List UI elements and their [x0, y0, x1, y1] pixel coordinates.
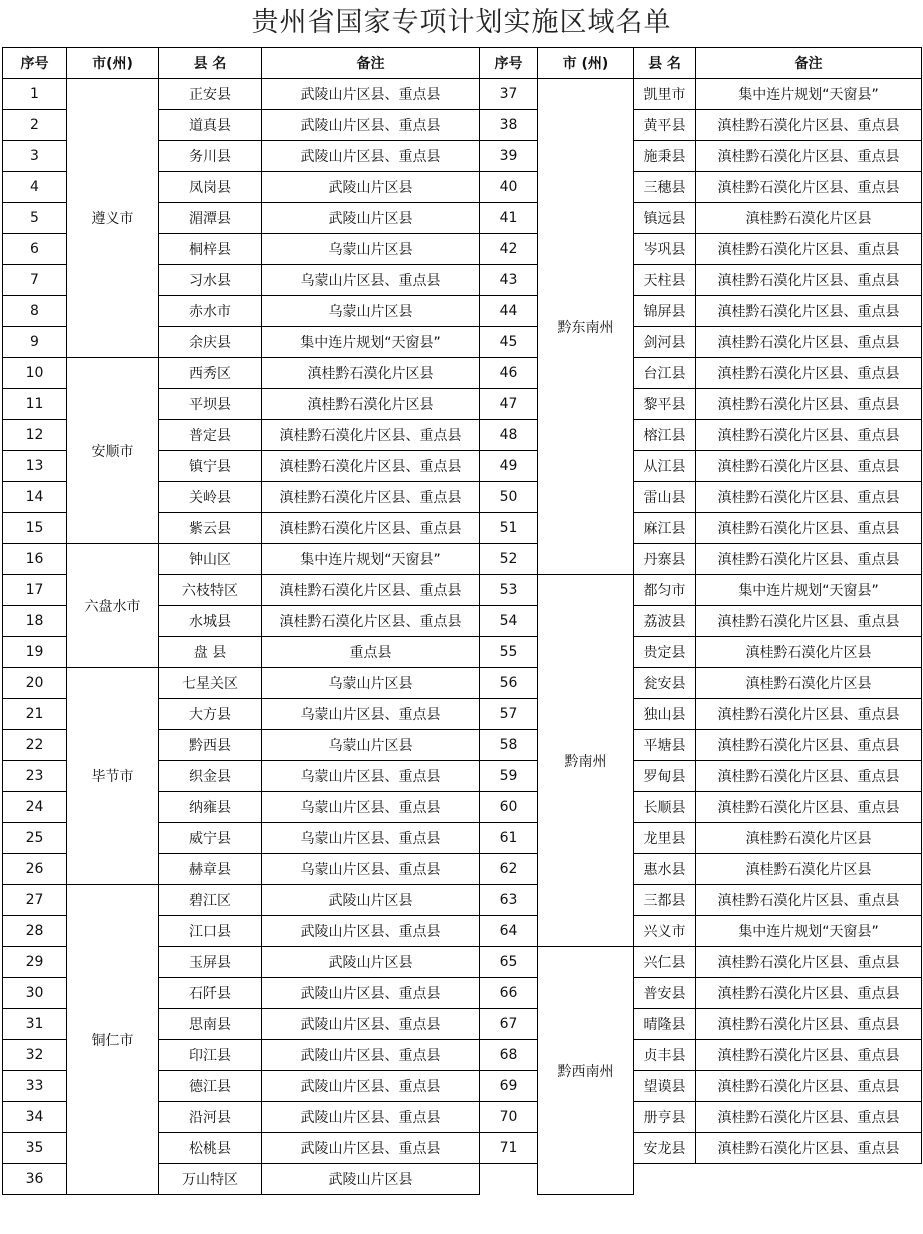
county-note: 滇桂黔石漠化片区县、重点县	[696, 1102, 922, 1133]
row-number: 27	[3, 885, 67, 916]
county-note: 滇桂黔石漠化片区县、重点县	[696, 265, 922, 296]
city-cell: 铜仁市	[67, 885, 159, 1195]
row-number: 36	[3, 1164, 67, 1195]
county-name: 丹寨县	[634, 544, 696, 575]
county-note: 武陵山片区县、重点县	[262, 79, 480, 110]
row-number: 16	[3, 544, 67, 575]
row-number: 39	[480, 141, 538, 172]
row-number: 59	[480, 761, 538, 792]
city-cell: 安顺市	[67, 358, 159, 544]
county-note: 集中连片规划“天窗县”	[262, 327, 480, 358]
county-note: 滇桂黔石漠化片区县	[696, 637, 922, 668]
county-name: 雷山县	[634, 482, 696, 513]
county-name: 台江县	[634, 358, 696, 389]
county-name: 镇远县	[634, 203, 696, 234]
county-note: 集中连片规划“天窗县”	[696, 916, 922, 947]
row-number: 28	[3, 916, 67, 947]
row-number: 54	[480, 606, 538, 637]
county-name: 钟山区	[159, 544, 262, 575]
row-number: 6	[3, 234, 67, 265]
header-county-right: 县 名	[634, 48, 696, 79]
row-number: 32	[3, 1040, 67, 1071]
row-number: 2	[3, 110, 67, 141]
county-note: 滇桂黔石漠化片区县、重点县	[696, 389, 922, 420]
city-cell: 黔西南州	[538, 947, 634, 1195]
row-number: 68	[480, 1040, 538, 1071]
row-number: 60	[480, 792, 538, 823]
county-name: 松桃县	[159, 1133, 262, 1164]
county-name: 荔波县	[634, 606, 696, 637]
row-number: 5	[3, 203, 67, 234]
county-note: 武陵山片区县	[262, 947, 480, 978]
county-note: 集中连片规划“天窗县”	[262, 544, 480, 575]
county-name: 从江县	[634, 451, 696, 482]
county-name: 镇宁县	[159, 451, 262, 482]
row-number: 66	[480, 978, 538, 1009]
county-name: 黔西县	[159, 730, 262, 761]
county-note: 滇桂黔石漠化片区县	[696, 668, 922, 699]
county-name: 玉屏县	[159, 947, 262, 978]
county-name: 江口县	[159, 916, 262, 947]
row-number: 3	[3, 141, 67, 172]
county-note: 武陵山片区县	[262, 172, 480, 203]
city-cell: 六盘水市	[67, 544, 159, 668]
county-note: 武陵山片区县	[262, 203, 480, 234]
county-note: 滇桂黔石漠化片区县、重点县	[696, 544, 922, 575]
county-note: 滇桂黔石漠化片区县、重点县	[262, 606, 480, 637]
county-note: 滇桂黔石漠化片区县、重点县	[696, 172, 922, 203]
county-note: 武陵山片区县、重点县	[262, 1040, 480, 1071]
county-note: 乌蒙山片区县、重点县	[262, 699, 480, 730]
county-note: 重点县	[262, 637, 480, 668]
county-name: 都匀市	[634, 575, 696, 606]
county-name: 独山县	[634, 699, 696, 730]
row-number: 10	[3, 358, 67, 389]
county-name: 盘 县	[159, 637, 262, 668]
row-number: 7	[3, 265, 67, 296]
row-number: 62	[480, 854, 538, 885]
row-number: 53	[480, 575, 538, 606]
county-name: 万山特区	[159, 1164, 262, 1195]
city-cell: 黔东南州	[538, 79, 634, 575]
row-number: 37	[480, 79, 538, 110]
county-name: 湄潭县	[159, 203, 262, 234]
row-number: 41	[480, 203, 538, 234]
county-name: 道真县	[159, 110, 262, 141]
county-note: 滇桂黔石漠化片区县、重点县	[262, 482, 480, 513]
county-name: 大方县	[159, 699, 262, 730]
county-name: 务川县	[159, 141, 262, 172]
county-note: 滇桂黔石漠化片区县、重点县	[696, 885, 922, 916]
county-name: 瓮安县	[634, 668, 696, 699]
row-number: 52	[480, 544, 538, 575]
county-note: 滇桂黔石漠化片区县、重点县	[696, 947, 922, 978]
county-note: 滇桂黔石漠化片区县、重点县	[696, 792, 922, 823]
county-note: 滇桂黔石漠化片区县、重点县	[696, 761, 922, 792]
row-number: 21	[3, 699, 67, 730]
county-name: 普安县	[634, 978, 696, 1009]
county-note: 乌蒙山片区县	[262, 668, 480, 699]
county-name: 七星关区	[159, 668, 262, 699]
county-name: 龙里县	[634, 823, 696, 854]
county-note: 武陵山片区县、重点县	[262, 1071, 480, 1102]
county-name: 六枝特区	[159, 575, 262, 606]
county-name: 兴仁县	[634, 947, 696, 978]
county-name: 赤水市	[159, 296, 262, 327]
row-number: 38	[480, 110, 538, 141]
row-number: 46	[480, 358, 538, 389]
county-note: 滇桂黔石漠化片区县、重点县	[696, 513, 922, 544]
county-note: 乌蒙山片区县、重点县	[262, 823, 480, 854]
county-name: 岑巩县	[634, 234, 696, 265]
county-name: 德江县	[159, 1071, 262, 1102]
row-number: 61	[480, 823, 538, 854]
row-number: 48	[480, 420, 538, 451]
county-note: 滇桂黔石漠化片区县、重点县	[696, 730, 922, 761]
county-note: 滇桂黔石漠化片区县、重点县	[696, 606, 922, 637]
county-note: 集中连片规划“天窗县”	[696, 79, 922, 110]
row-number: 67	[480, 1009, 538, 1040]
row-number: 51	[480, 513, 538, 544]
county-note: 武陵山片区县、重点县	[262, 1133, 480, 1164]
county-note: 武陵山片区县、重点县	[262, 978, 480, 1009]
county-note: 滇桂黔石漠化片区县、重点县	[696, 234, 922, 265]
header-county: 县 名	[159, 48, 262, 79]
county-name: 晴隆县	[634, 1009, 696, 1040]
row-number: 34	[3, 1102, 67, 1133]
row-number: 44	[480, 296, 538, 327]
county-name: 剑河县	[634, 327, 696, 358]
header-city-right: 市 (州)	[538, 48, 634, 79]
table-row	[3, 668, 922, 699]
county-note: 乌蒙山片区县、重点县	[262, 792, 480, 823]
row-number: 31	[3, 1009, 67, 1040]
county-name: 长顺县	[634, 792, 696, 823]
row-number: 20	[3, 668, 67, 699]
row-number: 35	[3, 1133, 67, 1164]
county-name: 榕江县	[634, 420, 696, 451]
county-note: 滇桂黔石漠化片区县	[696, 854, 922, 885]
header-note-right: 备注	[696, 48, 922, 79]
table-row	[3, 79, 922, 110]
county-name: 惠水县	[634, 854, 696, 885]
row-number: 47	[480, 389, 538, 420]
county-name: 习水县	[159, 265, 262, 296]
county-name: 黎平县	[634, 389, 696, 420]
row-number: 4	[3, 172, 67, 203]
row-number: 56	[480, 668, 538, 699]
county-note: 滇桂黔石漠化片区县、重点县	[262, 420, 480, 451]
row-number: 42	[480, 234, 538, 265]
header-row	[3, 48, 922, 79]
county-note: 滇桂黔石漠化片区县、重点县	[696, 358, 922, 389]
county-name: 三穗县	[634, 172, 696, 203]
county-note: 武陵山片区县、重点县	[262, 110, 480, 141]
row-number: 14	[3, 482, 67, 513]
county-name: 天柱县	[634, 265, 696, 296]
county-note: 滇桂黔石漠化片区县、重点县	[696, 1071, 922, 1102]
row-number: 49	[480, 451, 538, 482]
county-note: 滇桂黔石漠化片区县、重点县	[696, 699, 922, 730]
county-note: 滇桂黔石漠化片区县、重点县	[696, 327, 922, 358]
county-name: 碧江区	[159, 885, 262, 916]
county-name: 威宁县	[159, 823, 262, 854]
county-name: 思南县	[159, 1009, 262, 1040]
row-number: 13	[3, 451, 67, 482]
county-note: 集中连片规划“天窗县”	[696, 575, 922, 606]
county-note: 滇桂黔石漠化片区县	[696, 203, 922, 234]
county-note: 滇桂黔石漠化片区县、重点县	[696, 110, 922, 141]
row-number: 40	[480, 172, 538, 203]
row-number: 45	[480, 327, 538, 358]
county-note: 滇桂黔石漠化片区县、重点县	[696, 1009, 922, 1040]
county-name: 纳雍县	[159, 792, 262, 823]
county-name: 黄平县	[634, 110, 696, 141]
row-number: 8	[3, 296, 67, 327]
county-name: 石阡县	[159, 978, 262, 1009]
table-row	[3, 544, 922, 575]
row-number: 19	[3, 637, 67, 668]
county-note: 武陵山片区县	[262, 1164, 480, 1195]
empty-cell	[480, 1164, 922, 1195]
county-name: 册亨县	[634, 1102, 696, 1133]
county-name: 桐梓县	[159, 234, 262, 265]
county-name: 麻江县	[634, 513, 696, 544]
county-note: 乌蒙山片区县	[262, 234, 480, 265]
county-name: 织金县	[159, 761, 262, 792]
row-number: 70	[480, 1102, 538, 1133]
county-name: 平坝县	[159, 389, 262, 420]
header-no: 序号	[3, 48, 67, 79]
county-note: 乌蒙山片区县、重点县	[262, 854, 480, 885]
table-row	[3, 885, 922, 916]
county-note: 乌蒙山片区县	[262, 730, 480, 761]
header-note: 备注	[262, 48, 480, 79]
county-name: 正安县	[159, 79, 262, 110]
page-title: 贵州省国家专项计划实施区域名单	[251, 7, 672, 38]
county-name: 印江县	[159, 1040, 262, 1071]
row-number: 71	[480, 1133, 538, 1164]
county-note: 武陵山片区县、重点县	[262, 1009, 480, 1040]
county-name: 三都县	[634, 885, 696, 916]
county-name: 罗甸县	[634, 761, 696, 792]
county-name: 赫章县	[159, 854, 262, 885]
header-city: 市(州)	[67, 48, 159, 79]
county-name: 施秉县	[634, 141, 696, 172]
county-name: 贞丰县	[634, 1040, 696, 1071]
row-number: 55	[480, 637, 538, 668]
row-number: 22	[3, 730, 67, 761]
county-name: 凤岗县	[159, 172, 262, 203]
county-name: 贵定县	[634, 637, 696, 668]
row-number: 15	[3, 513, 67, 544]
county-note: 滇桂黔石漠化片区县、重点县	[696, 482, 922, 513]
county-name: 望谟县	[634, 1071, 696, 1102]
county-note: 武陵山片区县	[262, 885, 480, 916]
county-note: 滇桂黔石漠化片区县、重点县	[262, 513, 480, 544]
county-note: 滇桂黔石漠化片区县、重点县	[696, 978, 922, 1009]
county-note: 滇桂黔石漠化片区县、重点县	[696, 451, 922, 482]
county-note: 滇桂黔石漠化片区县	[696, 823, 922, 854]
row-number: 64	[480, 916, 538, 947]
table-row	[3, 358, 922, 389]
county-name: 普定县	[159, 420, 262, 451]
table-body	[3, 79, 922, 1195]
county-name: 安龙县	[634, 1133, 696, 1164]
county-note: 滇桂黔石漠化片区县、重点县	[262, 451, 480, 482]
row-number: 25	[3, 823, 67, 854]
county-note: 滇桂黔石漠化片区县	[262, 389, 480, 420]
row-number: 9	[3, 327, 67, 358]
region-table	[2, 47, 922, 1195]
row-number: 1	[3, 79, 67, 110]
county-name: 紫云县	[159, 513, 262, 544]
county-note: 乌蒙山片区县	[262, 296, 480, 327]
row-number: 30	[3, 978, 67, 1009]
county-note: 滇桂黔石漠化片区县、重点县	[262, 575, 480, 606]
county-note: 滇桂黔石漠化片区县	[262, 358, 480, 389]
county-name: 沿河县	[159, 1102, 262, 1133]
city-cell: 遵义市	[67, 79, 159, 358]
county-name: 凯里市	[634, 79, 696, 110]
county-name: 兴义市	[634, 916, 696, 947]
county-note: 乌蒙山片区县、重点县	[262, 265, 480, 296]
county-name: 关岭县	[159, 482, 262, 513]
county-note: 武陵山片区县、重点县	[262, 141, 480, 172]
row-number: 63	[480, 885, 538, 916]
county-note: 滇桂黔石漠化片区县、重点县	[696, 420, 922, 451]
county-name: 西秀区	[159, 358, 262, 389]
row-number: 23	[3, 761, 67, 792]
row-number: 50	[480, 482, 538, 513]
city-cell: 黔南州	[538, 575, 634, 947]
row-number: 65	[480, 947, 538, 978]
county-note: 滇桂黔石漠化片区县、重点县	[696, 1133, 922, 1164]
row-number: 18	[3, 606, 67, 637]
row-number: 58	[480, 730, 538, 761]
row-number: 17	[3, 575, 67, 606]
county-note: 滇桂黔石漠化片区县、重点县	[696, 1040, 922, 1071]
county-name: 余庆县	[159, 327, 262, 358]
county-note: 乌蒙山片区县、重点县	[262, 761, 480, 792]
county-note: 武陵山片区县、重点县	[262, 916, 480, 947]
county-name: 平塘县	[634, 730, 696, 761]
row-number: 29	[3, 947, 67, 978]
row-number: 11	[3, 389, 67, 420]
row-number: 33	[3, 1071, 67, 1102]
county-note: 滇桂黔石漠化片区县、重点县	[696, 296, 922, 327]
county-note: 武陵山片区县、重点县	[262, 1102, 480, 1133]
row-number: 24	[3, 792, 67, 823]
row-number: 69	[480, 1071, 538, 1102]
county-name: 水城县	[159, 606, 262, 637]
row-number: 57	[480, 699, 538, 730]
county-name: 锦屏县	[634, 296, 696, 327]
row-number: 43	[480, 265, 538, 296]
row-number: 12	[3, 420, 67, 451]
row-number: 26	[3, 854, 67, 885]
header-no-right: 序号	[480, 48, 538, 79]
county-note: 滇桂黔石漠化片区县、重点县	[696, 141, 922, 172]
city-cell: 毕节市	[67, 668, 159, 885]
